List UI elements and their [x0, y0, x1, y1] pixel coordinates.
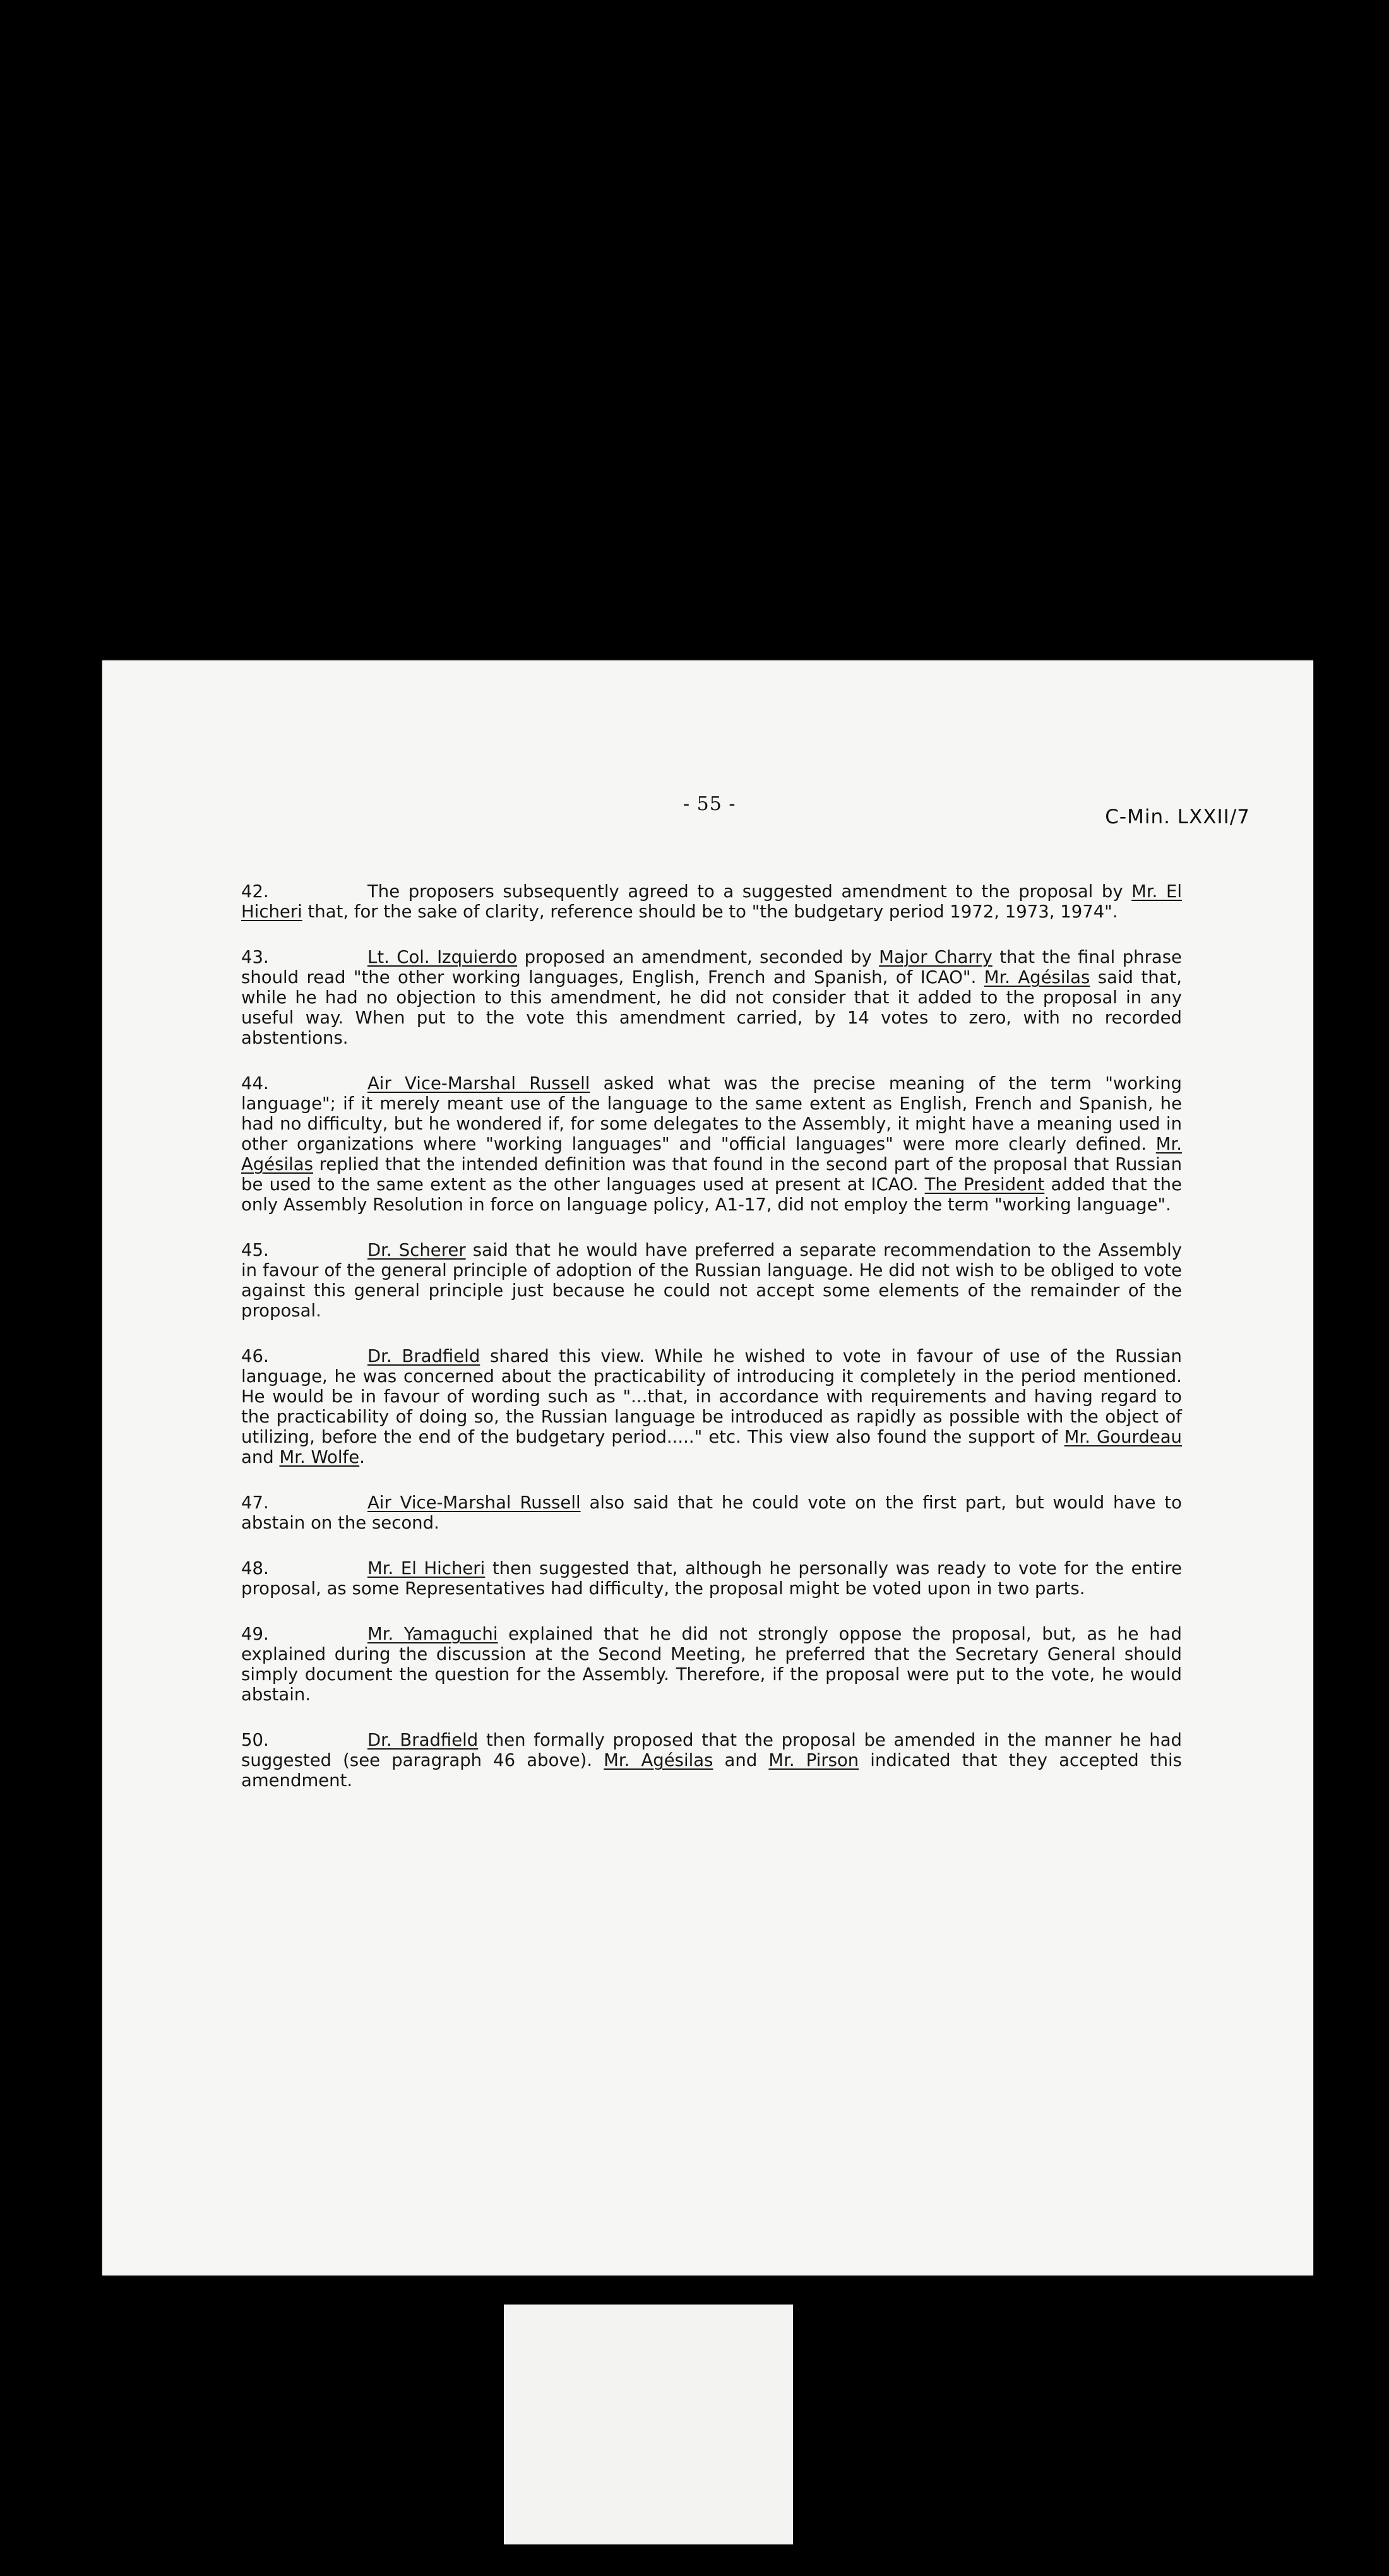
paragraph-text: and [713, 1750, 769, 1770]
paragraph [241, 1558, 1182, 1599]
speaker-name: Mr. Agésilas [984, 967, 1090, 987]
paragraph-text: asked what was the precise meaning of the term "working language"; if it merely meant use of the language to the same extent as English, French and Spanish, he had no difficulty, but he wondered if, for some delegates to the Assembly, it might have a meaning used in other organizations where "working languages" and "official languages" were more clearly defined. [241, 1073, 1183, 1154]
speaker-name: The President [924, 1174, 1045, 1195]
paragraph-text: added that the only Assembly Resolution in force on language policy, A1-17, did not employ the term "working language". [241, 1174, 1182, 1215]
paragraph [241, 947, 1182, 1048]
paragraph [241, 1493, 1182, 1533]
paragraph-text: that, for the sake of clarity, reference should be to "the budgetary period 1972, 1973, 1974". [302, 902, 1118, 922]
document-reference: C-Min. LXXII/7 [1105, 806, 1250, 828]
speaker-name: Mr. Wolfe [279, 1447, 360, 1467]
paragraph-text: and [241, 1447, 280, 1467]
paragraph-number: 45. [241, 1240, 269, 1260]
paragraph-text: shared this view. While he wished to vote in favour of use of the Russian language, he was concerned about the practicability of introducing it completely in the period mentioned. He would be in favour of wording such as "...that, in accordance with requirements and having regard to the practicability of doing so, the Russian language be introduced as rapidly as possible with the object of utilizing, before the end of the budgetary period....." etc. This view also found the support of [241, 1346, 1182, 1447]
blank-card [504, 2305, 793, 2544]
speaker-name: Dr. Scherer [367, 1240, 466, 1260]
paragraph-text: then formally proposed that the proposal be amended in the manner he had suggested (see paragraph 46 above). [241, 1730, 1182, 1770]
paragraph-number: 50. [241, 1730, 269, 1750]
speaker-name: Mr. Gourdeau [1064, 1427, 1182, 1447]
paragraph [241, 881, 1182, 922]
paragraph-text: . [359, 1447, 365, 1467]
paragraph-text: indicated that they accepted this amendment. [241, 1750, 1182, 1791]
paragraph-number: 44. [241, 1073, 269, 1094]
paragraph-number: 46. [241, 1346, 269, 1366]
paragraph-text: The proposers subsequently agreed to a suggested amendment to the proposal by [367, 881, 1132, 902]
speaker-name: Dr. Bradfield [367, 1730, 479, 1750]
paragraph-text: said that he would have preferred a separate recommendation to the Assembly in favour of the general principle of adoption of the Russian language. He did not wish to be obliged to vote against this general principle just because he could not accept some elements of the remainder of the proposal. [241, 1240, 1182, 1321]
paragraph [241, 1624, 1182, 1705]
paragraph [241, 1730, 1182, 1791]
paragraph-text: proposed an amendment, seconded by [517, 947, 879, 967]
paragraph [241, 1346, 1182, 1467]
speaker-name: Lt. Col. Izquierdo [367, 947, 518, 967]
paragraph-number: 42. [241, 881, 269, 902]
paragraph-number: 49. [241, 1624, 269, 1644]
paragraph-text: said that, while he had no objection to this amendment, he did not consider that it added to the proposal in any useful way. When put to the vote this amendment carried, by 14 votes to zero, with no recorded abstentions. [241, 967, 1182, 1048]
paragraph-text: explained that he did not strongly oppose the proposal, but, as he had explained during the discussion at the Second Meeting, he preferred that the Secretary General should simply document the question for the Assembly. Therefore, if the proposal were put to the vote, he would abstain. [241, 1624, 1182, 1705]
page-number: - 55 - [683, 793, 736, 815]
paragraph-text: replied that the intended definition was that found in the second part of the proposal that Russian be used to the same extent as the other languages used at present at ICAO. [241, 1154, 1182, 1195]
paragraph-number: 47. [241, 1493, 269, 1513]
paragraph [241, 1073, 1182, 1215]
speaker-name: Dr. Bradfield [367, 1346, 480, 1366]
speaker-name: Air Vice-Marshal Russell [367, 1493, 581, 1513]
speaker-name: Mr. El Hicheri [367, 1558, 486, 1578]
paragraph-text: also said that he could vote on the first part, but would have to abstain on the second. [241, 1493, 1183, 1533]
paragraph-text: then suggested that, although he personally was ready to vote for the entire proposal, as some Representatives had difficulty, the proposal might be voted upon in two parts. [241, 1558, 1183, 1599]
speaker-name: Mr. Agésilas [241, 1134, 1182, 1174]
paragraph [241, 1240, 1182, 1321]
paragraph-number: 48. [241, 1558, 269, 1578]
speaker-name: Mr. Agésilas [604, 1750, 713, 1770]
document-body [241, 881, 1182, 1816]
paragraph-text: that the final phrase should read "the other working languages, English, French and Spanish, of ICAO". [241, 947, 1182, 987]
speaker-name: Mr. Yamaguchi [367, 1624, 498, 1644]
speaker-name: Mr. El Hicheri [241, 881, 1182, 922]
document-page [102, 660, 1313, 2275]
speaker-name: Mr. Pirson [768, 1750, 859, 1770]
speaker-name: Major Charry [879, 947, 993, 967]
paragraph-number: 43. [241, 947, 269, 967]
speaker-name: Air Vice-Marshal Russell [367, 1073, 590, 1094]
